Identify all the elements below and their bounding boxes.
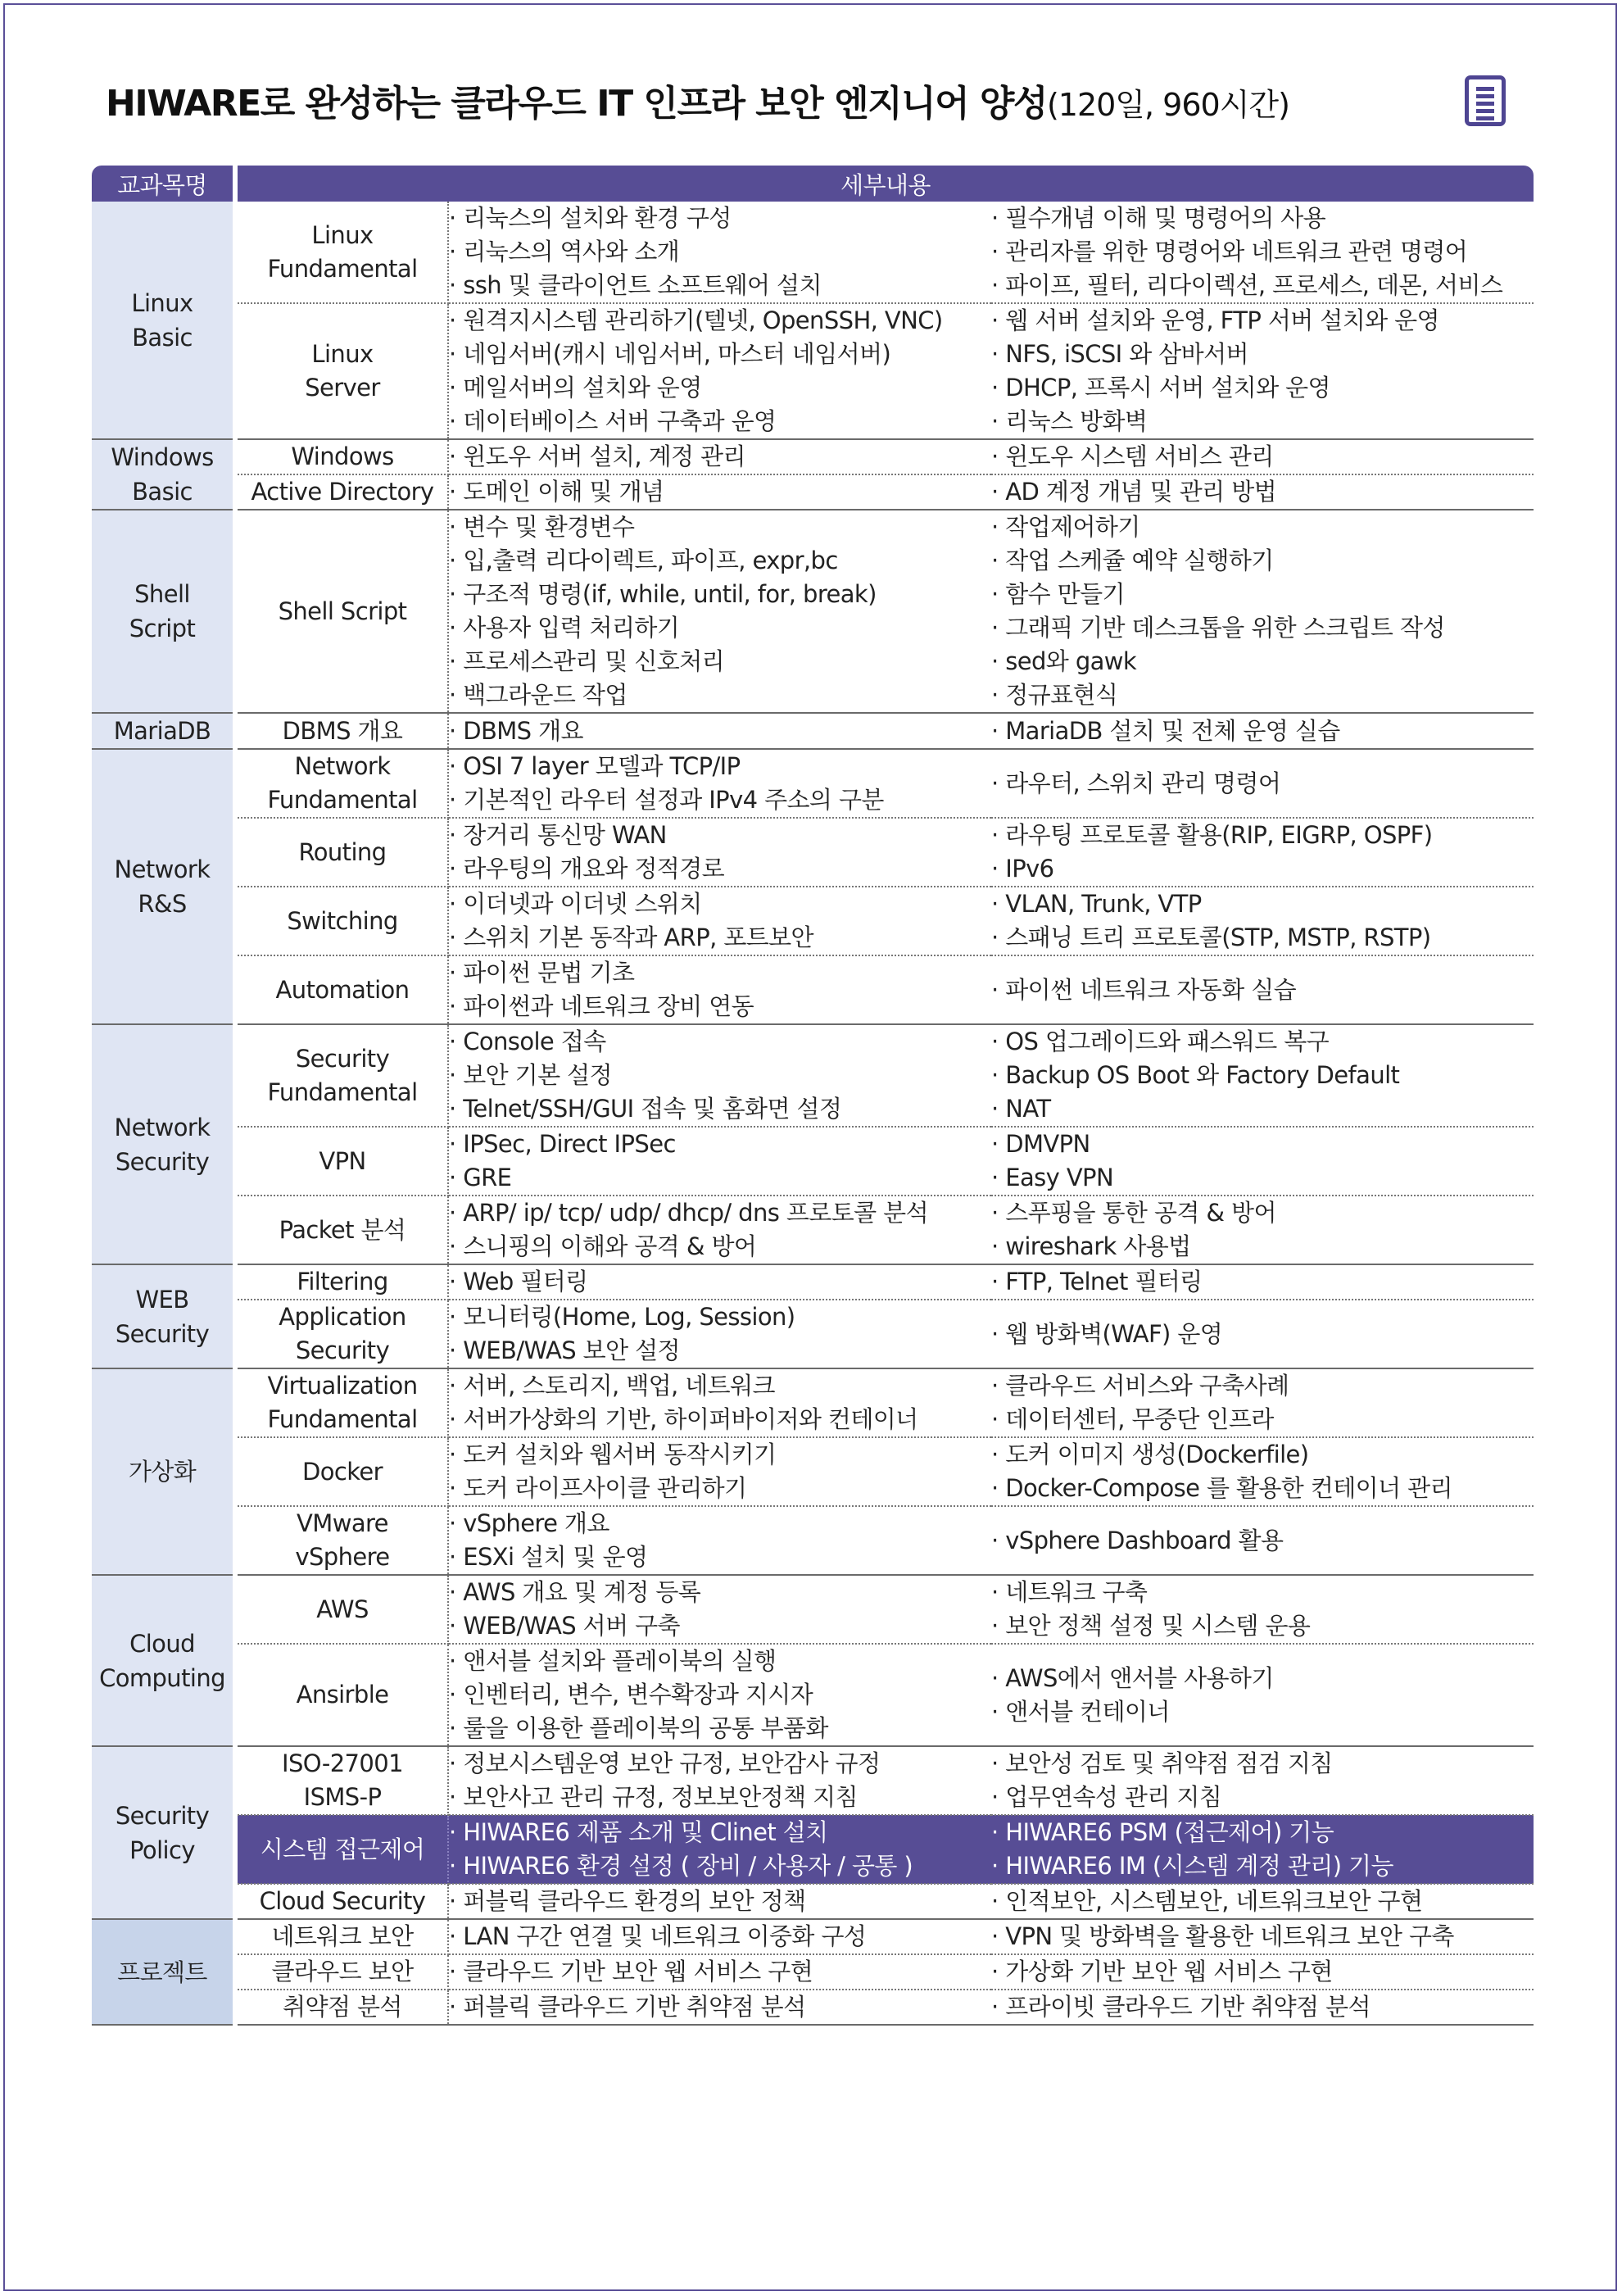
- subject-name: [235, 749, 448, 818]
- detail-item: · AWS에서 앤서블 사용하기: [991, 1663, 1274, 1692]
- detail-item: · 작업제어하기: [991, 513, 1140, 541]
- course-category-line: 프로젝트: [117, 1958, 207, 1986]
- detail-item: · FTP, Telnet 필터링: [991, 1268, 1203, 1295]
- subject-name: [235, 1437, 448, 1506]
- detail-left: [448, 1919, 991, 1954]
- subject-name-line: Automation: [275, 975, 410, 1004]
- table-row: [92, 1264, 1534, 1300]
- course-category-line: Security: [115, 1801, 210, 1830]
- detail-item: · 라우팅 프로토콜 활용(RIP, EIGRP, OSPF): [991, 821, 1433, 849]
- detail-left: [448, 1196, 991, 1264]
- subject-name: [235, 1815, 448, 1884]
- course-category-line: Windows: [111, 443, 214, 471]
- table-row: [92, 1884, 1534, 1919]
- table-row: [92, 818, 1534, 887]
- detail-item: · Docker-Compose 를 활용한 컨테이너 관리: [991, 1474, 1452, 1502]
- subject-name: [235, 1024, 448, 1127]
- table-row: [92, 510, 1534, 713]
- detail-item: · wireshark 사용법: [991, 1232, 1191, 1260]
- subject-name-line: Docker: [302, 1457, 383, 1486]
- detail-left: [448, 1506, 991, 1575]
- subject-name-line: AWS: [316, 1595, 369, 1623]
- detail-item: · 필수개념 이해 및 명령어의 사용: [991, 204, 1326, 232]
- detail-item: · 보안사고 관리 규정, 정보보안정책 지침: [449, 1783, 858, 1811]
- subject-name-line: Ansirble: [296, 1681, 389, 1708]
- detail-left: [448, 202, 991, 303]
- detail-item: · 리눅스의 역사와 소개: [449, 238, 680, 265]
- course-category: [92, 713, 235, 749]
- table-row: [92, 1815, 1534, 1884]
- detail-right: [991, 1300, 1534, 1368]
- subject-name-line: VMware: [297, 1509, 388, 1537]
- detail-item: · 기본적인 라우터 설정과 IPv4 주소의 구분: [449, 786, 884, 814]
- subject-name: [235, 818, 448, 887]
- subject-name: [235, 1300, 448, 1368]
- table-row: [92, 887, 1534, 955]
- course-category-line: Script: [129, 615, 196, 642]
- detail-right: [991, 1368, 1534, 1437]
- subject-name-line: Shell Script: [278, 597, 407, 625]
- detail-item: · 윈도우 시스템 서비스 관리: [991, 442, 1274, 470]
- detail-item: · 구조적 명령(if, while, until, for, break): [449, 580, 877, 608]
- detail-item: · 파이프, 필터, 리다이렉션, 프로세스, 데몬, 서비스: [991, 271, 1503, 299]
- subject-name-line: Cloud Security: [259, 1887, 426, 1915]
- table-row: [92, 1437, 1534, 1506]
- table-row: [92, 1024, 1534, 1127]
- detail-item: · 라우터, 스위치 관리 명령어: [991, 769, 1281, 797]
- detail-item: · 인벤터리, 변수, 변수확장과 지시자: [449, 1681, 813, 1708]
- detail-item: · 모니터링(Home, Log, Session): [449, 1303, 795, 1331]
- detail-item: · 서버, 스토리지, 백업, 네트워크: [449, 1372, 775, 1400]
- detail-left: [448, 1300, 991, 1368]
- detail-right: [991, 1127, 1534, 1196]
- subject-name-line: Virtualization: [267, 1372, 418, 1400]
- course-category-line: Network: [114, 855, 211, 883]
- table-row: [92, 955, 1534, 1024]
- table-header-row: [92, 166, 1534, 202]
- detail-right: [991, 1990, 1534, 2025]
- subject-name: [235, 1746, 448, 1815]
- detail-left: [448, 1264, 991, 1300]
- course-category: [92, 1575, 235, 1746]
- detail-left: [448, 1575, 991, 1644]
- detail-item: · Telnet/SSH/GUI 접속 및 홈화면 설정: [449, 1095, 842, 1123]
- subject-name-line: Server: [305, 374, 380, 402]
- course-category-line: Basic: [132, 478, 193, 506]
- detail-left: [448, 303, 991, 439]
- table-row: [92, 202, 1534, 303]
- table-row: [92, 713, 1534, 749]
- detail-item: · VPN 및 방화벽을 활용한 네트워크 보안 구축: [991, 1922, 1454, 1950]
- course-category-line: Computing: [99, 1663, 225, 1692]
- subject-name-line: vSphere: [295, 1543, 390, 1571]
- table-row: [92, 1127, 1534, 1196]
- detail-item: · 데이터베이스 서버 구축과 운영: [449, 407, 777, 435]
- detail-left: [448, 1437, 991, 1506]
- table-row: [92, 1196, 1534, 1264]
- detail-item: · 프라이빗 클라우드 기반 취약점 분석: [991, 1993, 1371, 2021]
- course-category-line: 가상화: [128, 1458, 197, 1486]
- page-title: [106, 74, 1289, 126]
- detail-item: · ESXi 설치 및 운영: [449, 1543, 648, 1571]
- detail-item: · 웹 방화벽(WAF) 운영: [991, 1319, 1223, 1348]
- detail-right: [991, 1437, 1534, 1506]
- subject-name-line: 클라우드 보안: [271, 1958, 414, 1985]
- detail-right: [991, 1575, 1534, 1644]
- detail-item: · 보안성 검토 및 취약점 점검 지침: [991, 1749, 1333, 1777]
- detail-item: · 메일서버의 설치와 운영: [449, 374, 702, 402]
- course-category: [92, 439, 235, 510]
- detail-item: · 네트워크 구축: [991, 1578, 1148, 1606]
- detail-right: [991, 303, 1534, 439]
- course-category-line: Cloud: [129, 1629, 195, 1658]
- detail-right: [991, 1506, 1534, 1575]
- detail-item: · 프로세스관리 및 신호처리: [449, 647, 725, 675]
- detail-item: · 정보시스템운영 보안 규정, 보안감사 규정: [449, 1749, 881, 1777]
- detail-item: · 데이터센터, 무중단 인프라: [991, 1405, 1274, 1433]
- detail-item: · HIWARE6 PSM (접근제어) 기능: [991, 1818, 1334, 1846]
- detail-item: · 스위치 기본 동작과 ARP, 포트보안: [449, 923, 813, 951]
- title-main: HIWARE로 완성하는 클라우드 IT 인프라 보안 엔지니어 양성: [106, 83, 1047, 125]
- subject-name-line: 취약점 분석: [283, 1993, 402, 2021]
- subject-name-line: Filtering: [297, 1268, 388, 1295]
- detail-item: · IPSec, Direct IPSec: [449, 1130, 676, 1158]
- detail-left: [448, 1884, 991, 1919]
- detail-item: · 스패닝 트리 프로토콜(STP, MSTP, RSTP): [991, 923, 1431, 951]
- detail-item: · 함수 만들기: [991, 580, 1125, 608]
- table-row: [92, 474, 1534, 510]
- detail-left: [448, 1127, 991, 1196]
- detail-item: · 도메인 이해 및 개념: [449, 478, 664, 506]
- detail-item: · 네임서버(캐시 네임서버, 마스터 네임서버): [449, 340, 891, 368]
- detail-item: · 스푸핑을 통한 공격 & 방어: [991, 1199, 1276, 1227]
- detail-right: [991, 474, 1534, 510]
- detail-item: · ARP/ ip/ tcp/ udp/ dhcp/ dns 프로토콜 분석: [449, 1199, 928, 1227]
- subject-name-line: 시스템 접근제어: [260, 1835, 425, 1863]
- detail-item: · 리눅스 방화벽: [991, 407, 1148, 435]
- detail-item: · 리눅스의 설치와 환경 구성: [449, 204, 732, 232]
- detail-item: · DHCP, 프록시 서버 설치와 운영: [991, 374, 1330, 402]
- subject-name: [235, 510, 448, 713]
- detail-item: · 인적보안, 시스템보안, 네트워크보안 구현: [991, 1887, 1423, 1915]
- detail-right: [991, 713, 1534, 749]
- subject-name-line: VPN: [319, 1146, 366, 1175]
- subject-name-line: Security: [295, 1336, 390, 1364]
- table-row: [92, 749, 1534, 818]
- subject-name-line: Packet 분석: [279, 1215, 406, 1244]
- detail-item: · NAT: [991, 1095, 1051, 1123]
- subject-name-line: Application: [279, 1303, 406, 1331]
- table-row: [92, 1954, 1534, 1990]
- table-row: [92, 303, 1534, 439]
- course-category-line: Shell: [134, 580, 190, 608]
- detail-item: · 윈도우 서버 설치, 계정 관리: [449, 442, 745, 470]
- detail-item: · LAN 구간 연결 및 네트워크 이중화 구성: [449, 1922, 867, 1950]
- subject-name-line: Active Directory: [251, 478, 434, 506]
- detail-item: · AD 계정 개념 및 관리 방법: [991, 478, 1277, 506]
- detail-item: · 서버가상화의 기반, 하이퍼바이저와 컨테이너: [449, 1405, 918, 1433]
- detail-item: · 보안 정책 설정 및 시스템 운용: [991, 1612, 1311, 1640]
- detail-item: · 백그라운드 작업: [449, 681, 628, 709]
- detail-right: [991, 439, 1534, 474]
- detail-left: [448, 1368, 991, 1437]
- detail-item: · DBMS 개요: [449, 716, 583, 745]
- subject-name: [235, 1919, 448, 1954]
- subject-name: [235, 1954, 448, 1990]
- detail-left: [448, 1644, 991, 1746]
- subject-name-line: Fundamental: [267, 1405, 418, 1433]
- detail-item: · 그래픽 기반 데스크톱을 위한 스크립트 작성: [991, 614, 1445, 642]
- detail-item: · 파이썬과 네트워크 장비 연동: [449, 992, 754, 1020]
- detail-item: · 사용자 입력 처리하기: [449, 614, 680, 642]
- detail-item: · DMVPN: [991, 1130, 1090, 1158]
- detail-item: · Console 접속: [449, 1028, 606, 1055]
- detail-item: · 앤서블 컨테이너: [991, 1697, 1170, 1726]
- subject-name: [235, 1196, 448, 1264]
- course-category-line: Security: [115, 1147, 210, 1176]
- detail-item: · IPv6: [991, 855, 1054, 883]
- subject-name-line: Linux: [311, 340, 374, 368]
- detail-item: · WEB/WAS 보안 설정: [449, 1336, 680, 1364]
- table-row: [92, 1506, 1534, 1575]
- subject-name-line: Fundamental: [267, 1078, 418, 1106]
- detail-left: [448, 1746, 991, 1815]
- detail-right: [991, 1264, 1534, 1300]
- detail-item: · MariaDB 설치 및 전체 운영 실습: [991, 716, 1340, 745]
- detail-right: [991, 1884, 1534, 1919]
- detail-item: · 앤서블 설치와 플레이북의 실행: [449, 1647, 777, 1675]
- subject-name-line: Fundamental: [267, 254, 418, 283]
- detail-item: · Web 필터링: [449, 1268, 588, 1295]
- detail-item: · GRE: [449, 1164, 512, 1191]
- detail-right: [991, 1954, 1534, 1990]
- subject-name-line: Network: [294, 752, 391, 780]
- detail-left: [448, 1990, 991, 2025]
- table-row: [92, 1644, 1534, 1746]
- detail-item: · 변수 및 환경변수: [449, 513, 635, 541]
- detail-right: [991, 887, 1534, 955]
- subject-name: [235, 439, 448, 474]
- detail-item: · 이더넷과 이더넷 스위치: [449, 890, 702, 918]
- subject-name: [235, 1644, 448, 1746]
- detail-right: [991, 202, 1534, 303]
- detail-item: · vSphere 개요: [449, 1509, 609, 1537]
- detail-item: · 도커 설치와 웹서버 동작시키기: [449, 1441, 777, 1468]
- page-header: [106, 74, 1535, 133]
- detail-right: [991, 1746, 1534, 1815]
- subject-name: [235, 1884, 448, 1919]
- detail-item: · HIWARE6 제품 소개 및 Clinet 설치: [449, 1818, 828, 1846]
- course-category-line: R&S: [138, 890, 187, 918]
- detail-right: [991, 955, 1534, 1024]
- detail-item: · 작업 스케쥴 예약 실행하기: [991, 547, 1274, 574]
- detail-right: [991, 1644, 1534, 1746]
- detail-item: · 스니핑의 이해와 공격 & 방어: [449, 1232, 757, 1260]
- title-duration: (120일, 960시간): [1046, 87, 1289, 123]
- detail-item: · 업무연속성 관리 지침: [991, 1783, 1222, 1811]
- subject-name-line: Fundamental: [267, 786, 418, 814]
- subject-name: [235, 1990, 448, 2025]
- table-row: [92, 1575, 1534, 1644]
- course-category-line: MariaDB: [113, 717, 211, 745]
- course-category: [92, 749, 235, 1024]
- subject-name: [235, 713, 448, 749]
- course-category: [92, 1368, 235, 1575]
- table-row: [92, 439, 1534, 474]
- subject-name: [235, 1506, 448, 1575]
- detail-right: [991, 749, 1534, 818]
- course-category: [92, 202, 235, 439]
- detail-item: · 룰을 이용한 플레이북의 공통 부품화: [449, 1714, 828, 1742]
- course-category-line: Basic: [132, 323, 193, 352]
- detail-item: · 퍼블릭 클라우드 환경의 보안 정책: [449, 1887, 806, 1915]
- detail-item: · WEB/WAS 서버 구축: [449, 1612, 680, 1640]
- detail-right: [991, 510, 1534, 713]
- document-icon: [1465, 75, 1506, 126]
- detail-left: [448, 818, 991, 887]
- header-detail: 세부내용: [235, 166, 1534, 202]
- detail-left: [448, 713, 991, 749]
- subject-name-line: Routing: [298, 837, 387, 866]
- detail-item: · 파이썬 네트워크 자동화 실습: [991, 975, 1297, 1004]
- table-row: [92, 1368, 1534, 1437]
- detail-item: · 클라우드 서비스와 구축사례: [991, 1372, 1289, 1400]
- subject-name: [235, 303, 448, 439]
- course-category: [92, 1746, 235, 1919]
- detail-item: · vSphere Dashboard 활용: [991, 1526, 1284, 1554]
- subject-name-line: 네트워크 보안: [271, 1922, 414, 1950]
- detail-item: · 웹 서버 설치와 운영, FTP 서버 설치와 운영: [991, 306, 1439, 334]
- detail-right: [991, 1196, 1534, 1264]
- detail-item: · sed와 gawk: [991, 647, 1137, 675]
- subject-name: [235, 955, 448, 1024]
- detail-left: [448, 1815, 991, 1884]
- detail-item: · 퍼블릭 클라우드 기반 취약점 분석: [449, 1993, 806, 2021]
- detail-item: · 가상화 기반 보안 웹 서비스 구현: [991, 1958, 1333, 1985]
- detail-item: · 관리자를 위한 명령어와 네트워크 관련 명령어: [991, 238, 1468, 265]
- header-category: 교과목명: [92, 166, 235, 202]
- table-body: [92, 202, 1534, 2025]
- subject-name-line: Windows: [291, 442, 394, 470]
- detail-right: [991, 1919, 1534, 1954]
- curriculum-table: [92, 166, 1534, 2026]
- detail-item: · Backup OS Boot 와 Factory Default: [991, 1061, 1400, 1089]
- detail-item: · NFS, iSCSI 와 삼바서버: [991, 340, 1248, 368]
- course-category: [92, 510, 235, 713]
- detail-item: · OSI 7 layer 모델과 TCP/IP: [449, 752, 741, 780]
- detail-left: [448, 1954, 991, 1990]
- detail-item: · VLAN, Trunk, VTP: [991, 890, 1202, 918]
- subject-name-line: DBMS 개요: [282, 716, 403, 745]
- detail-item: · 파이썬 문법 기초: [449, 959, 635, 987]
- detail-item: · OS 업그레이드와 패스워드 복구: [991, 1028, 1330, 1055]
- course-category-line: WEB: [135, 1285, 189, 1314]
- subject-name-line: Linux: [311, 220, 374, 249]
- detail-item: · Easy VPN: [991, 1164, 1114, 1191]
- detail-item: · 클라우드 기반 보안 웹 서비스 구현: [449, 1958, 813, 1985]
- detail-left: [448, 749, 991, 818]
- subject-name: [235, 474, 448, 510]
- detail-item: · 라우팅의 개요와 정적경로: [449, 855, 725, 883]
- subject-name-line: ISO-27001: [282, 1749, 403, 1777]
- detail-left: [448, 955, 991, 1024]
- subject-name: [235, 887, 448, 955]
- table-row: [92, 1990, 1534, 2025]
- detail-item: · 도커 라이프사이클 관리하기: [449, 1474, 747, 1502]
- table-row: [92, 1919, 1534, 1954]
- table-row: [92, 1746, 1534, 1815]
- detail-item: · 정규표현식: [991, 681, 1118, 709]
- detail-left: [448, 887, 991, 955]
- detail-item: · 장거리 통신망 WAN: [449, 821, 667, 849]
- subject-name-line: Switching: [287, 906, 398, 935]
- detail-left: [448, 1024, 991, 1127]
- detail-item: · 도커 이미지 생성(Dockerfile): [991, 1441, 1309, 1468]
- course-category: [92, 1024, 235, 1264]
- course-category-line: Policy: [129, 1835, 195, 1864]
- detail-item: · 입,출력 리다이렉트, 파이프, expr,bc: [449, 547, 838, 574]
- detail-item: · AWS 개요 및 계정 등록: [449, 1578, 701, 1606]
- table-row: [92, 1300, 1534, 1368]
- detail-right: [991, 818, 1534, 887]
- subject-name-line: Security: [295, 1044, 390, 1073]
- detail-right: [991, 1024, 1534, 1127]
- detail-item: · HIWARE6 환경 설정 ( 장비 / 사용자 / 공통 ): [449, 1852, 913, 1880]
- course-category: [92, 1919, 235, 2025]
- subject-name: [235, 1264, 448, 1300]
- detail-right: [991, 1815, 1534, 1884]
- course-category-line: Linux: [131, 288, 193, 317]
- detail-item: · 보안 기본 설정: [449, 1061, 612, 1089]
- detail-item: · 원격지시스템 관리하기(텔넷, OpenSSH, VNC): [449, 306, 943, 334]
- subject-name: [235, 1575, 448, 1644]
- subject-name: [235, 1127, 448, 1196]
- detail-item: · HIWARE6 IM (시스템 계정 관리) 기능: [991, 1852, 1393, 1880]
- subject-name: [235, 1368, 448, 1437]
- subject-name-line: ISMS-P: [303, 1783, 382, 1811]
- subject-name: [235, 202, 448, 303]
- course-category-line: Security: [115, 1319, 210, 1348]
- course-category-line: Network: [114, 1113, 211, 1141]
- detail-left: [448, 510, 991, 713]
- detail-left: [448, 474, 991, 510]
- course-category: [92, 1264, 235, 1368]
- detail-left: [448, 439, 991, 474]
- detail-item: · ssh 및 클라이언트 소프트웨어 설치: [449, 271, 822, 299]
